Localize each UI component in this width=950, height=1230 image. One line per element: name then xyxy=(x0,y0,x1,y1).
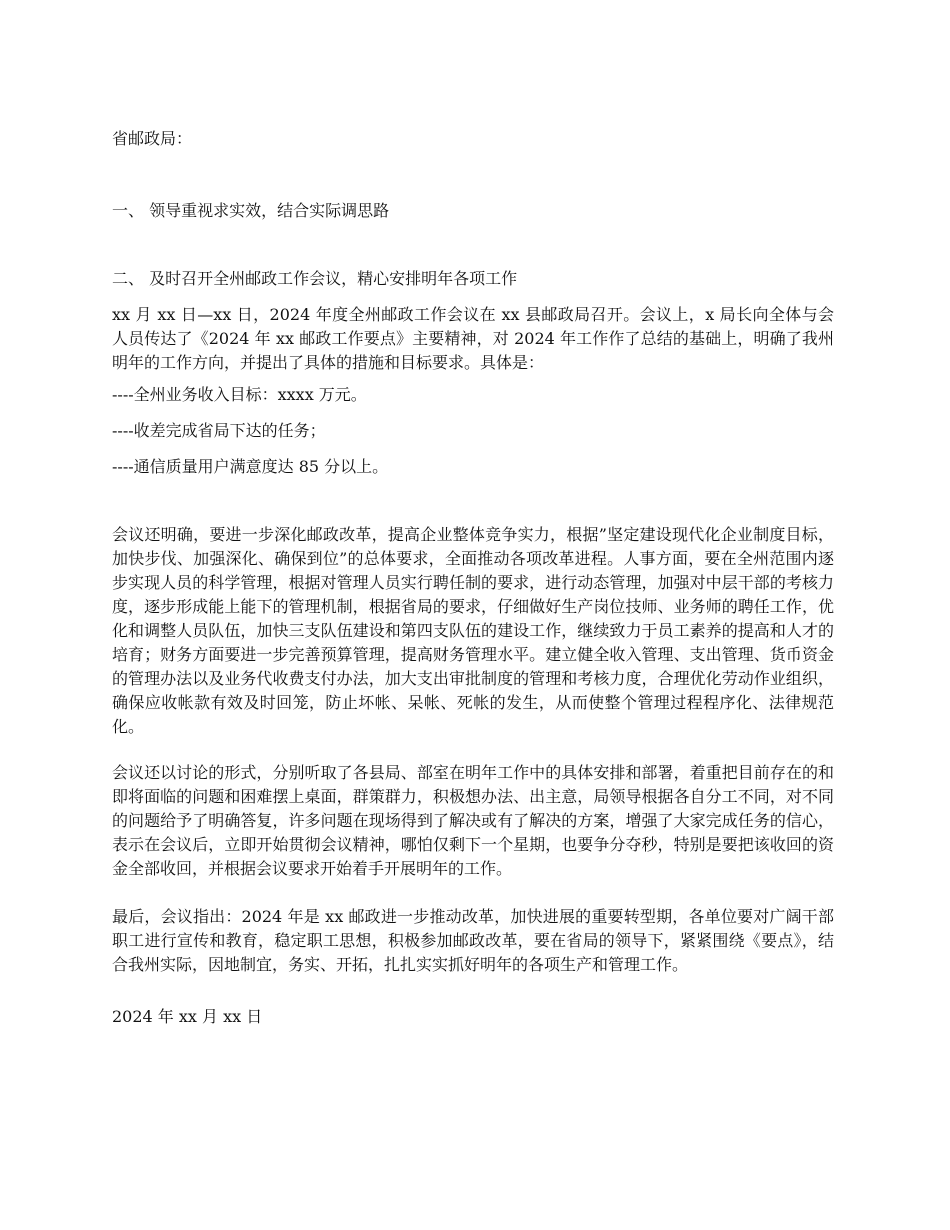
section-heading-1: 一、 领导重视求实效，结合实际调思路 xyxy=(112,201,390,220)
paragraph-meeting-summary: xx 月 xx 日—xx 日，2024 年度全州邮政工作会议在 xx 县邮政局召开。会议上，x 局长向全体与会人员传达了《2024 年 xx 邮政工作要点》主要精神，对 2024 年工作作了总结的基础上，明确了我州明年的工作方向，并提出了具体的措施和目标要求。具体是： xyxy=(112,305,834,372)
target-item-task: ----收差完成省局下达的任务； xyxy=(112,421,326,440)
paragraph-discussion: 会议还以讨论的形式，分别听取了各县局、部室在明年工作中的具体安排和部署，着重把目前存在的和即将面临的问题和困难摆上桌面，群策群力，积极想办法、出主意，局领导根据各自分工不同，对不同的问题给予了明确答复，许多问题在现场得到了解决或有了解决的方案，增强了大家完成任务的信心，表示在会议后，立即开始贯彻会议精神，哪怕仅剩下一个星期，也要争分夺秒，特别是要把该收回的资金全部收回，并根据会议要求开始着手开展明年的工作。 xyxy=(112,763,834,878)
paragraph-reform: 会议还明确，要进一步深化邮政改革，提高企业整体竞争实力，根据”坚定建设现代化企业制度目标，加快步伐、加强深化、确保到位”的总体要求，全面推动各项改革进程。人事方面，要在全州范围内逐步实现人员的科学管理，根据对管理人员实行聘任制的要求，进行动态管理，加强对中层干部的考核力度，逐步形成能上能下的管理机制，根据省局的要求，仔细做好生产岗位技师、业务师的聘任工作，优化和调整人员队伍，加快三支队伍建设和第四支队伍的建设工作，继续致力于员工素养的提高和人才的培育；财务方面要进一步完善预算管理，提高财务管理水平。建立健全收入管理、支出管理、货币资金的管理办法以及业务代收费支付办法，加大支出审批制度的管理和考核力度，合理优化劳动作业组织，确保应收帐款有效及时回笼，防止坏帐、呆帐、死帐的发生，从而使整个管理过程程序化、法律规范化。 xyxy=(112,525,834,736)
salutation: 省邮政局： xyxy=(112,129,193,148)
document-date: 2024 年 xx 月 xx 日 xyxy=(112,1007,263,1026)
section-heading-2: 二、 及时召开全州邮政工作会议，精心安排明年各项工作 xyxy=(112,269,518,288)
target-item-revenue: ----全州业务收入目标：xxxx 万元。 xyxy=(112,385,367,404)
paragraph-conclusion: 最后，会议指出：2024 年是 xx 邮政进一步推动改革，加快进展的重要转型期，各单位要对广阔干部职工进行宣传和教育，稳定职工思想，积极参加邮政改革，要在省局的领导下，紧紧围绕《要点》，结合我州实际，因地制宜，务实、开拓，扎扎实实抓好明年的各项生产和管理工作。 xyxy=(112,907,834,974)
target-item-satisfaction: ----通信质量用户满意度达 85 分以上。 xyxy=(112,457,389,476)
